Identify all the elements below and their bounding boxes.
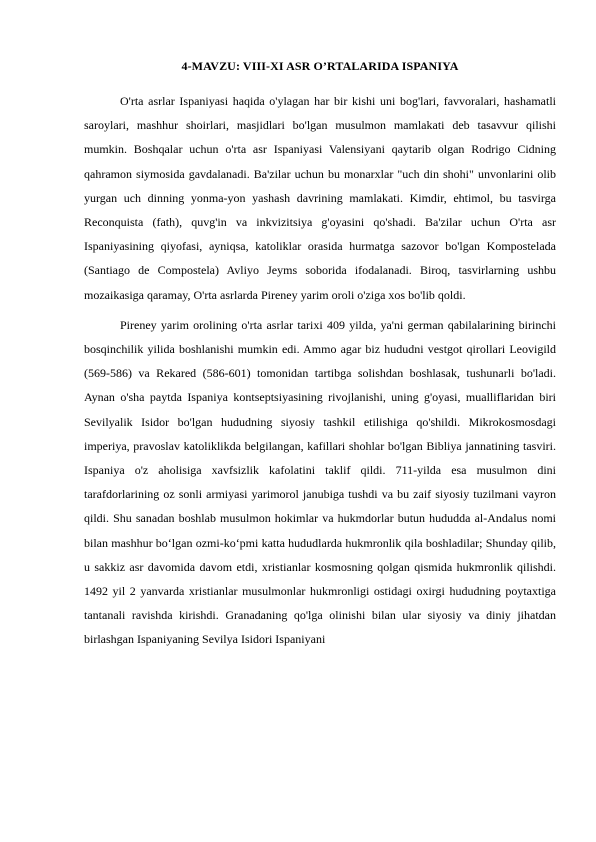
- page-title: 4-MAVZU: VIII-XI ASR O’RTALARIDA ISPANIYA: [181, 59, 459, 73]
- paragraph-2: Pireney yarim orolining o'rta asrlar tarixi 409 yilda, ya'ni german qabilalarining birinchi bosqinchilik yilida boshlanishi mumkin edi. Ammo agar biz hududni vestgot qirollari Leovigild (569-586) va Rekared (586-601) tomonidan tartibga solishdan boshlasak, tushunarli bo'ladi. Aynan o'sha paytda Ispaniya kontseptsiyasining rivojlanishi, uning g'oyasi, mualliflaridan biri Sevilyalik Isidor bo'lgan hududning siyosiy tashkil etilishiga qo'shildi. Mikrokosmosdagi imperiya, pravoslav katoliklikda belgilangan, kafillari shohlar bo'lgan Bibliya jannatining tasviri. Ispaniya o'z aholisiga xavfsizlik kafolatini taklif qildi. 711-yilda esa musulmon dini tarafdorlarining oz sonli armiyasi yarimorol janubiga tushdi va bu zaif siyosiy tuzilmani vayron qildi. Shu sanadan boshlab musulmon hokimlar va hukmdorlar butun hududda al-Andalus nomi bilan mashhur bo‘lgan ozmi-ko‘pmi katta hududlarda hukmronlik qila boshladilar; Shunday qilib, u sakkiz asr davomida davom etdi, xristianlar kosmosning qolgan qismida hukmronlik qilishdi. 1492 yil 2 yanvarda xristianlar musulmonlar hukmronligi ostidagi oxirgi hududning poytaxtiga tantanali ravishda kirishdi. Granadaning qo'lga olinishi bilan ular siyosiy va diniy jihatdan birlashgan Ispaniyaning Sevilya Isidori Ispaniyani: [84, 317, 556, 647]
- document-page: [84, 58, 556, 652]
- paragraph-1: O'rta asrlar Ispaniyasi haqida o'ylagan har bir kishi uni bog'lari, favvoralari, hashamatli saroylari, mashhur shoirlari, masjidlari bo'lgan musulmon mamlakati deb tasavvur qilishi mumkin. Boshqalar uchun o'rta asr Ispaniyasi Valensiyani qaytarib olgan Rodrigo Cidning qahramon siymosida gavdalanadi. Ba'zilar uchun bu monarxlar "uch din shohi" unvonlarini olib yurgan uch dinning yonma-yon yashash davrining mamlakati. Kimdir, ehtimol, bu tasvirga Reconquista (fath), quvg'in va inkvizitsiya g'oyasini qo'shadi. Ba'zilar uchun O'rta asr Ispaniyasining qiyofasi, ayniqsa, katoliklar orasida hurmatga sazovor bo'lgan Kompostelada (Santiago de Compostela) Avliyo Jeyms soborida ifodalanadi. Biroq, tasvirlarning ushbu mozaikasiga qaramay, O'rta asrlarda Pireney yarim oroli o'ziga xos bo'lib qoldi.: [84, 94, 556, 302]
